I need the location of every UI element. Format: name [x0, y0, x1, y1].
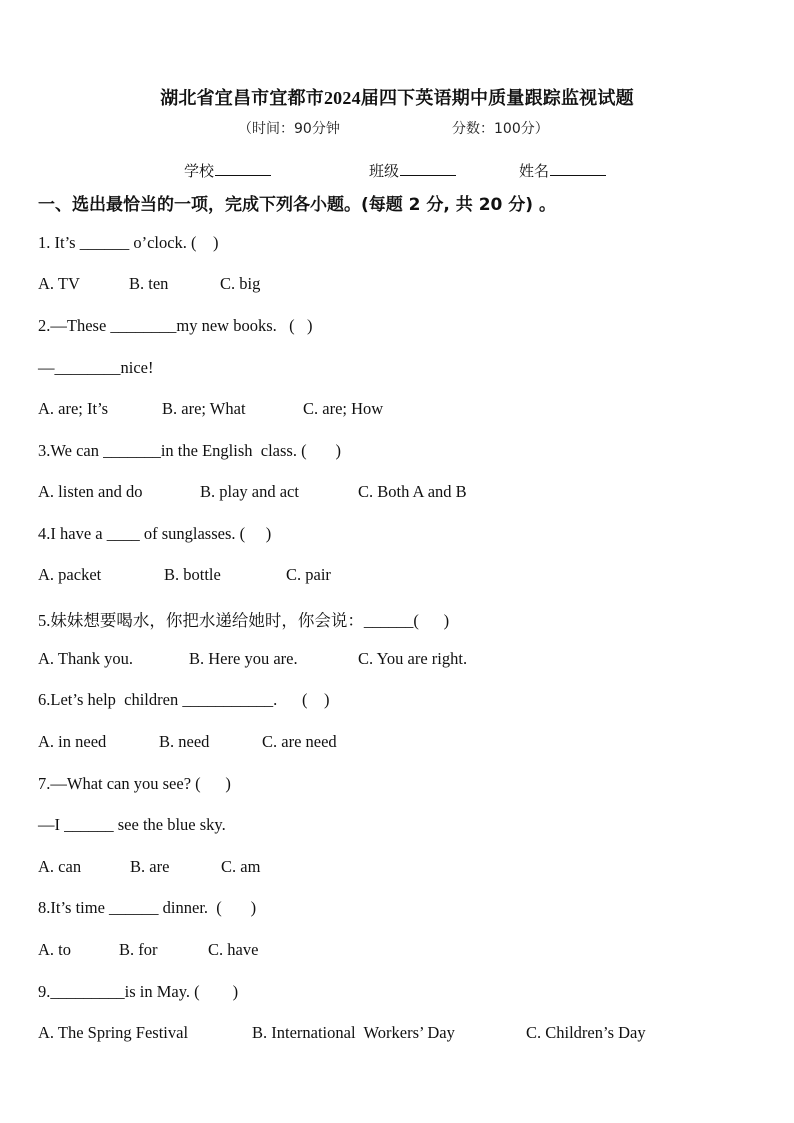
class-field	[369, 160, 456, 181]
question-4-option-a[interactable]: A. packet	[38, 565, 102, 584]
question-3-option-b[interactable]: B. play and act	[200, 482, 299, 501]
class-label: 班级	[369, 162, 400, 180]
question-7-stem-reply: —I ______ see the blue sky.	[38, 815, 226, 834]
name-blank[interactable]	[550, 161, 606, 176]
question-3-option-a[interactable]: A. listen and do	[38, 482, 143, 501]
question-8-option-b[interactable]: B. for	[119, 940, 158, 959]
question-2-option-b[interactable]: B. are; What	[162, 399, 246, 418]
question-7-stem: 7.—What can you see? ( )	[38, 774, 231, 793]
question-8-stem: 8.It’s time ______ dinner. ( )	[38, 898, 257, 917]
school-field	[184, 160, 271, 181]
question-3-stem: 3.We can _______in the English class. ( )	[38, 441, 341, 460]
question-6-option-a[interactable]: A. in need	[38, 732, 107, 751]
question-3-option-c[interactable]: C. Both A and B	[358, 482, 467, 501]
question-2-option-c[interactable]: C. are; How	[303, 399, 384, 418]
name-field	[519, 160, 606, 181]
question-7-option-b[interactable]: B. are	[130, 857, 170, 876]
question-4-option-b[interactable]: B. bottle	[164, 565, 221, 584]
question-1-option-a[interactable]: A. TV	[38, 274, 80, 293]
name-label: 姓名	[519, 162, 550, 180]
question-1-option-c[interactable]: C. big	[220, 274, 261, 293]
question-9-option-c[interactable]: C. Children’s Day	[526, 1023, 646, 1042]
question-7-option-c[interactable]: C. am	[221, 857, 261, 876]
question-4-option-c[interactable]: C. pair	[286, 565, 331, 584]
page-title: 湖北省宜昌市宜都市2024届四下英语期中质量跟踪监视试题	[160, 88, 634, 108]
question-9-option-a[interactable]: A. The Spring Festival	[38, 1023, 189, 1042]
question-8-option-c[interactable]: C. have	[208, 940, 259, 959]
school-label: 学校	[184, 162, 215, 180]
question-4-stem: 4.I have a ____ of sunglasses. ( )	[38, 524, 272, 543]
question-1-option-b[interactable]: B. ten	[129, 274, 169, 293]
question-6-option-b[interactable]: B. need	[159, 732, 210, 751]
question-5-option-a[interactable]: A. Thank you.	[38, 649, 134, 668]
question-2-stem-reply: —________nice!	[38, 358, 154, 377]
school-blank[interactable]	[215, 161, 271, 176]
question-9-stem: 9._________is in May. ( )	[38, 982, 239, 1001]
question-7-option-a[interactable]: A. can	[38, 857, 82, 876]
question-8-option-a[interactable]: A. to	[38, 940, 71, 959]
question-5-option-b[interactable]: B. Here you are.	[189, 649, 298, 668]
exam-score: 分数：100分）	[452, 121, 549, 137]
question-6-option-c[interactable]: C. are need	[262, 732, 337, 751]
question-2-stem: 2.—These ________my new books. ( )	[38, 316, 313, 335]
question-9-option-b[interactable]: B. International Workers’ Day	[252, 1023, 455, 1042]
question-6-stem: 6.Let’s help children ___________. ( )	[38, 690, 330, 709]
question-2-option-a[interactable]: A. are; It’s	[38, 399, 109, 418]
exam-time: （时间：90分钟	[238, 121, 340, 137]
class-blank[interactable]	[400, 161, 456, 176]
question-1-stem: 1. It’s ______ o’clock. ( )	[38, 233, 219, 252]
question-5-option-c[interactable]: C. You are right.	[358, 649, 468, 668]
section-heading: 一、选出最恰当的一项，完成下列各小题。(每题 2 分, 共 20 分) 。	[38, 195, 556, 215]
question-5-stem: 5.妹妹想要喝水，你把水递给她时，你会说：______( )	[38, 611, 450, 630]
